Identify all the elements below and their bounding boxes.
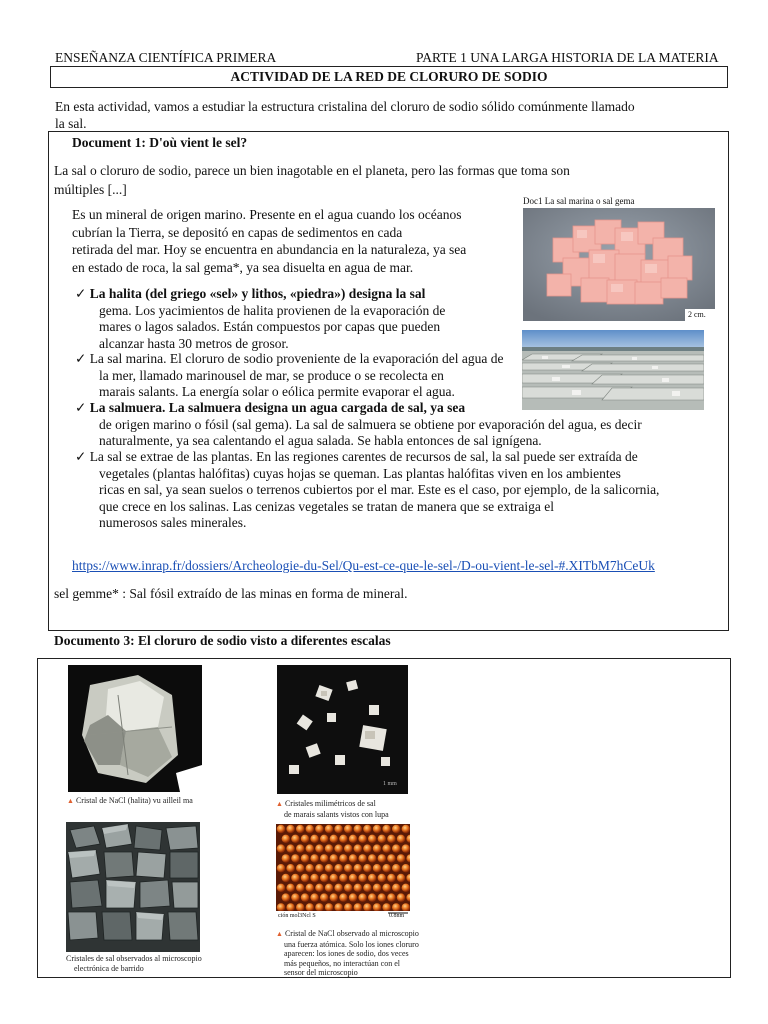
chloride-ion-dot bbox=[320, 854, 328, 862]
chloride-ion-dot bbox=[296, 884, 304, 892]
chloride-ion-dot bbox=[358, 893, 366, 901]
chloride-ion-dot bbox=[282, 893, 290, 901]
chloride-ion-dot bbox=[392, 825, 400, 833]
chloride-ion-dot bbox=[349, 854, 357, 862]
chloride-ion-dot bbox=[402, 884, 410, 892]
chloride-ion-dot bbox=[373, 903, 381, 911]
chloride-ion-dot bbox=[368, 854, 376, 862]
chloride-ion-dot bbox=[301, 893, 309, 901]
chloride-ion-dot bbox=[368, 874, 376, 882]
chloride-ion-dot bbox=[358, 854, 366, 862]
chloride-ion-dot bbox=[392, 884, 400, 892]
chloride-ion-dot bbox=[392, 864, 400, 872]
chloride-ion-dot bbox=[325, 864, 333, 872]
chloride-ion-dot bbox=[325, 884, 333, 892]
millimetric-crystals-photo bbox=[277, 665, 408, 794]
chloride-ion-dot bbox=[373, 844, 381, 852]
chloride-ion-dot bbox=[277, 864, 285, 872]
scale-label-2cm: 2 cm. bbox=[688, 310, 706, 319]
chloride-ion-dot bbox=[277, 903, 285, 911]
halite-crystal-photo bbox=[68, 665, 202, 792]
caption-millimetric: ▲ Cristales milimétricos de sal de marais salants vistos con lupa bbox=[276, 799, 389, 819]
caption-sem: Cristales de sal observados al microscopio electrónica de barrido bbox=[66, 954, 202, 973]
chloride-ion-dot bbox=[402, 844, 410, 852]
chloride-ion-dot bbox=[397, 874, 405, 882]
chloride-ion-dot bbox=[382, 844, 390, 852]
chloride-ion-dot bbox=[286, 825, 294, 833]
chloride-ion-dot bbox=[387, 893, 395, 901]
chloride-ion-dot bbox=[397, 835, 405, 843]
chloride-ion-dot bbox=[339, 874, 347, 882]
chloride-ion-dot bbox=[301, 854, 309, 862]
chloride-ion-dot bbox=[334, 903, 342, 911]
afm-lattice-image bbox=[276, 824, 410, 924]
chloride-ion-dot bbox=[363, 903, 371, 911]
chloride-ion-dot bbox=[330, 893, 338, 901]
chloride-ion-dot bbox=[363, 864, 371, 872]
chloride-ion-dot bbox=[354, 864, 362, 872]
chloride-ion-dot bbox=[368, 835, 376, 843]
chloride-ion-dot bbox=[363, 844, 371, 852]
chloride-ion-dot bbox=[282, 854, 290, 862]
chloride-ion-dot bbox=[296, 844, 304, 852]
chloride-ion-dot bbox=[282, 874, 290, 882]
bullet-plantas: ✓ La sal se extrae de las plantas. En las regiones carentes de recursos de sal, la sal puede ser extraída de vegetales (plantas halófitas) cuyas hojas se queman. Las plantas halófitas viven en los ambientes ricas en sal, ya sean suelos o terrenos cubiertos por el mar. Este es el caso, por ejemplo, de la salicornia, que crece en los salinas. Las cenizas vegetales se tratan de manera que se extraiga el numerosos sales minerales. bbox=[75, 449, 660, 530]
chloride-ion-dot bbox=[363, 825, 371, 833]
chloride-ion-dot bbox=[315, 844, 323, 852]
chloride-ion-dot bbox=[315, 825, 323, 833]
chloride-ion-dot bbox=[349, 874, 357, 882]
chloride-ion-dot bbox=[382, 884, 390, 892]
triangle-marker-icon: ▲ bbox=[276, 930, 283, 938]
chloride-ion-dot bbox=[291, 893, 299, 901]
chloride-ion-dot bbox=[301, 835, 309, 843]
footnote-sel-gemme: sel gemme* : Sal fósil extraído de las minas en forma de mineral. bbox=[54, 586, 408, 601]
chloride-ion-dot bbox=[402, 825, 410, 833]
chloride-ion-dot bbox=[291, 854, 299, 862]
chloride-ion-dot bbox=[286, 844, 294, 852]
chloride-ion-dot bbox=[402, 864, 410, 872]
chloride-ion-dot bbox=[382, 864, 390, 872]
chloride-ion-dot bbox=[291, 874, 299, 882]
chloride-ion-dot bbox=[373, 884, 381, 892]
salt-crystal-photo bbox=[523, 208, 715, 321]
chloride-ion-dot bbox=[291, 835, 299, 843]
chloride-ion-dot bbox=[354, 844, 362, 852]
chloride-ion-dot bbox=[358, 835, 366, 843]
chloride-ion-dot bbox=[306, 825, 314, 833]
chloride-ion-dot bbox=[392, 903, 400, 911]
doc1-paragraph-2: Es un mineral de origen marino. Presente en el agua cuando los océanos cubrían la Tierra, se depositó en capas de sedimentos en cada retirada del mar. Hoy se encuentra en abundancia en la naturaleza, ya sea en estado de roca, la sal gema*, ya sea disuelta en agua de mar. bbox=[72, 207, 467, 275]
chloride-ion-dot bbox=[344, 864, 352, 872]
chloride-ion-dot bbox=[373, 825, 381, 833]
chloride-ion-dot bbox=[310, 835, 318, 843]
chloride-ion-dot bbox=[315, 884, 323, 892]
check-icon: ✓ bbox=[75, 400, 87, 415]
chloride-ion-dot bbox=[339, 835, 347, 843]
chloride-ion-dot bbox=[277, 884, 285, 892]
chloride-ion-dot bbox=[334, 884, 342, 892]
salt-marsh-photo bbox=[522, 330, 704, 410]
chloride-ion-dot bbox=[334, 864, 342, 872]
chloride-ion-dot bbox=[320, 893, 328, 901]
chloride-ion-dot bbox=[277, 844, 285, 852]
chloride-ion-dot bbox=[325, 825, 333, 833]
chloride-ion-dot bbox=[349, 893, 357, 901]
chloride-ion-dot bbox=[282, 835, 290, 843]
chloride-ion-dot bbox=[344, 825, 352, 833]
chloride-ion-dot bbox=[320, 874, 328, 882]
triangle-marker-icon: ▲ bbox=[67, 797, 74, 805]
chloride-ion-dot bbox=[330, 854, 338, 862]
document-1-heading: Document 1: D'où vient le sel? bbox=[72, 135, 248, 150]
chloride-ion-dot bbox=[306, 864, 314, 872]
chloride-ion-dot bbox=[397, 854, 405, 862]
chloride-ion-dot bbox=[387, 854, 395, 862]
caption-halite: ▲ Cristal de NaCl (halita) vu ailleil ma bbox=[67, 796, 193, 805]
chloride-ion-dot bbox=[373, 864, 381, 872]
chloride-ion-dot bbox=[301, 874, 309, 882]
chloride-ion-dot bbox=[363, 884, 371, 892]
chloride-ion-dot bbox=[310, 854, 318, 862]
scale-1mm: 1 mm bbox=[383, 781, 397, 787]
course-header: ENSEÑANZA CIENTÍFICA PRIMERA bbox=[55, 50, 277, 65]
bullet-sal-marina: ✓ La sal marina. El cloruro de sodio proveniente de la evaporación del agua de la mer, llamado marinousel de mar, se produce o se recolecta en marais salants. La energía solar o eólica permite evaporar el agua. bbox=[75, 351, 504, 399]
chloride-ion-dot bbox=[354, 903, 362, 911]
chloride-ion-dot bbox=[378, 893, 386, 901]
chloride-ion-dot bbox=[402, 903, 410, 911]
sem-cubes-photo bbox=[66, 822, 200, 952]
chloride-ion-dot bbox=[378, 835, 386, 843]
document-3-heading: Documento 3: El cloruro de sodio visto a diferentes escalas bbox=[54, 633, 391, 648]
chloride-ion-dot bbox=[306, 903, 314, 911]
chloride-ion-dot bbox=[334, 844, 342, 852]
part-header: PARTE 1 UNA LARGA HISTORIA DE LA MATERIA bbox=[416, 50, 719, 65]
chloride-ion-dot bbox=[286, 864, 294, 872]
source-link[interactable]: https://www.inrap.fr/dossiers/Archeologie-du-Sel/Qu-est-ce-que-le-sel-/D-ou-vient-le-sel-#.XITbM7hCeUk bbox=[72, 558, 655, 573]
bullet-halita: ✓ La halita (del griego «sel» y lithos, «piedra») designa la sal gema. Los yacimientos de halita provienen de la evaporación de mares o lagos salados. Están compuestos por capas que pueden alcanzar hasta 30 metros de grosor. bbox=[75, 286, 446, 351]
chloride-ion-dot bbox=[330, 835, 338, 843]
chloride-ion-dot bbox=[286, 903, 294, 911]
chloride-ion-dot bbox=[354, 884, 362, 892]
chloride-ion-dot bbox=[325, 844, 333, 852]
afm-image-label: ción mol3Ncl S bbox=[278, 913, 316, 919]
chloride-ion-dot bbox=[310, 874, 318, 882]
chloride-ion-dot bbox=[358, 874, 366, 882]
chloride-ion-dot bbox=[310, 893, 318, 901]
chloride-ion-dot bbox=[392, 844, 400, 852]
bullet-salmuera: ✓ La salmuera. La salmuera designa un agua cargada de sal, ya sea de origen marino o fósil (sal gema). La sal de salmuera se obtiene por evaporación del agua, es decir naturalmente, ya sea calentando el agua salada. Se habla entonces de sal ignígena. bbox=[75, 400, 642, 448]
check-icon: ✓ bbox=[75, 351, 87, 366]
chloride-ion-dot bbox=[344, 844, 352, 852]
activity-title: ACTIVIDAD DE LA RED DE CLORURO DE SODIO bbox=[50, 66, 728, 88]
chloride-ion-dot bbox=[320, 835, 328, 843]
chloride-ion-dot bbox=[387, 835, 395, 843]
chloride-ion-dot bbox=[296, 864, 304, 872]
intro-paragraph: En esta actividad, vamos a estudiar la estructura cristalina del cloruro de sodio sólido comúnmente llamado la sal. bbox=[55, 99, 635, 131]
chloride-ion-dot bbox=[382, 903, 390, 911]
chloride-ion-dot bbox=[277, 825, 285, 833]
doc1-paragraph-1: La sal o cloruro de sodio, parece un bien inagotable en el planeta, pero las formas que toma son múltiples [...] bbox=[54, 163, 570, 197]
check-icon: ✓ bbox=[75, 449, 87, 464]
triangle-marker-icon: ▲ bbox=[276, 800, 283, 808]
chloride-ion-dot bbox=[296, 903, 304, 911]
chloride-ion-dot bbox=[315, 903, 323, 911]
chloride-ion-dot bbox=[339, 893, 347, 901]
chloride-ion-dot bbox=[306, 884, 314, 892]
chloride-ion-dot bbox=[339, 854, 347, 862]
chloride-ion-dot bbox=[378, 854, 386, 862]
chloride-ion-dot bbox=[325, 903, 333, 911]
chloride-ion-dot bbox=[368, 893, 376, 901]
chloride-ion-dot bbox=[330, 874, 338, 882]
scale-08nm: 0.8nm bbox=[389, 913, 405, 919]
chloride-ion-dot bbox=[306, 844, 314, 852]
chloride-ion-dot bbox=[296, 825, 304, 833]
chloride-ion-dot bbox=[397, 893, 405, 901]
chloride-ion-dot bbox=[315, 864, 323, 872]
chloride-ion-dot bbox=[354, 825, 362, 833]
doc1-image-caption: Doc1 La sal marina o sal gema bbox=[523, 196, 635, 206]
chloride-ion-dot bbox=[349, 835, 357, 843]
chloride-ion-dot bbox=[286, 884, 294, 892]
chloride-ion-dot bbox=[344, 903, 352, 911]
chloride-ion-dot bbox=[387, 874, 395, 882]
chloride-ion-dot bbox=[378, 874, 386, 882]
chloride-ion-dot bbox=[382, 825, 390, 833]
caption-afm: ▲ Cristal de NaCl observado al microscopio una fuerza atómica. Solo los iones cloruro aparecen: los iones de sodio, dos veces más pequeños, no interactúan con el sensor del microscopio bbox=[276, 929, 419, 977]
chloride-ion-dot bbox=[334, 825, 342, 833]
check-icon: ✓ bbox=[75, 286, 87, 301]
chloride-ion-dot bbox=[344, 884, 352, 892]
